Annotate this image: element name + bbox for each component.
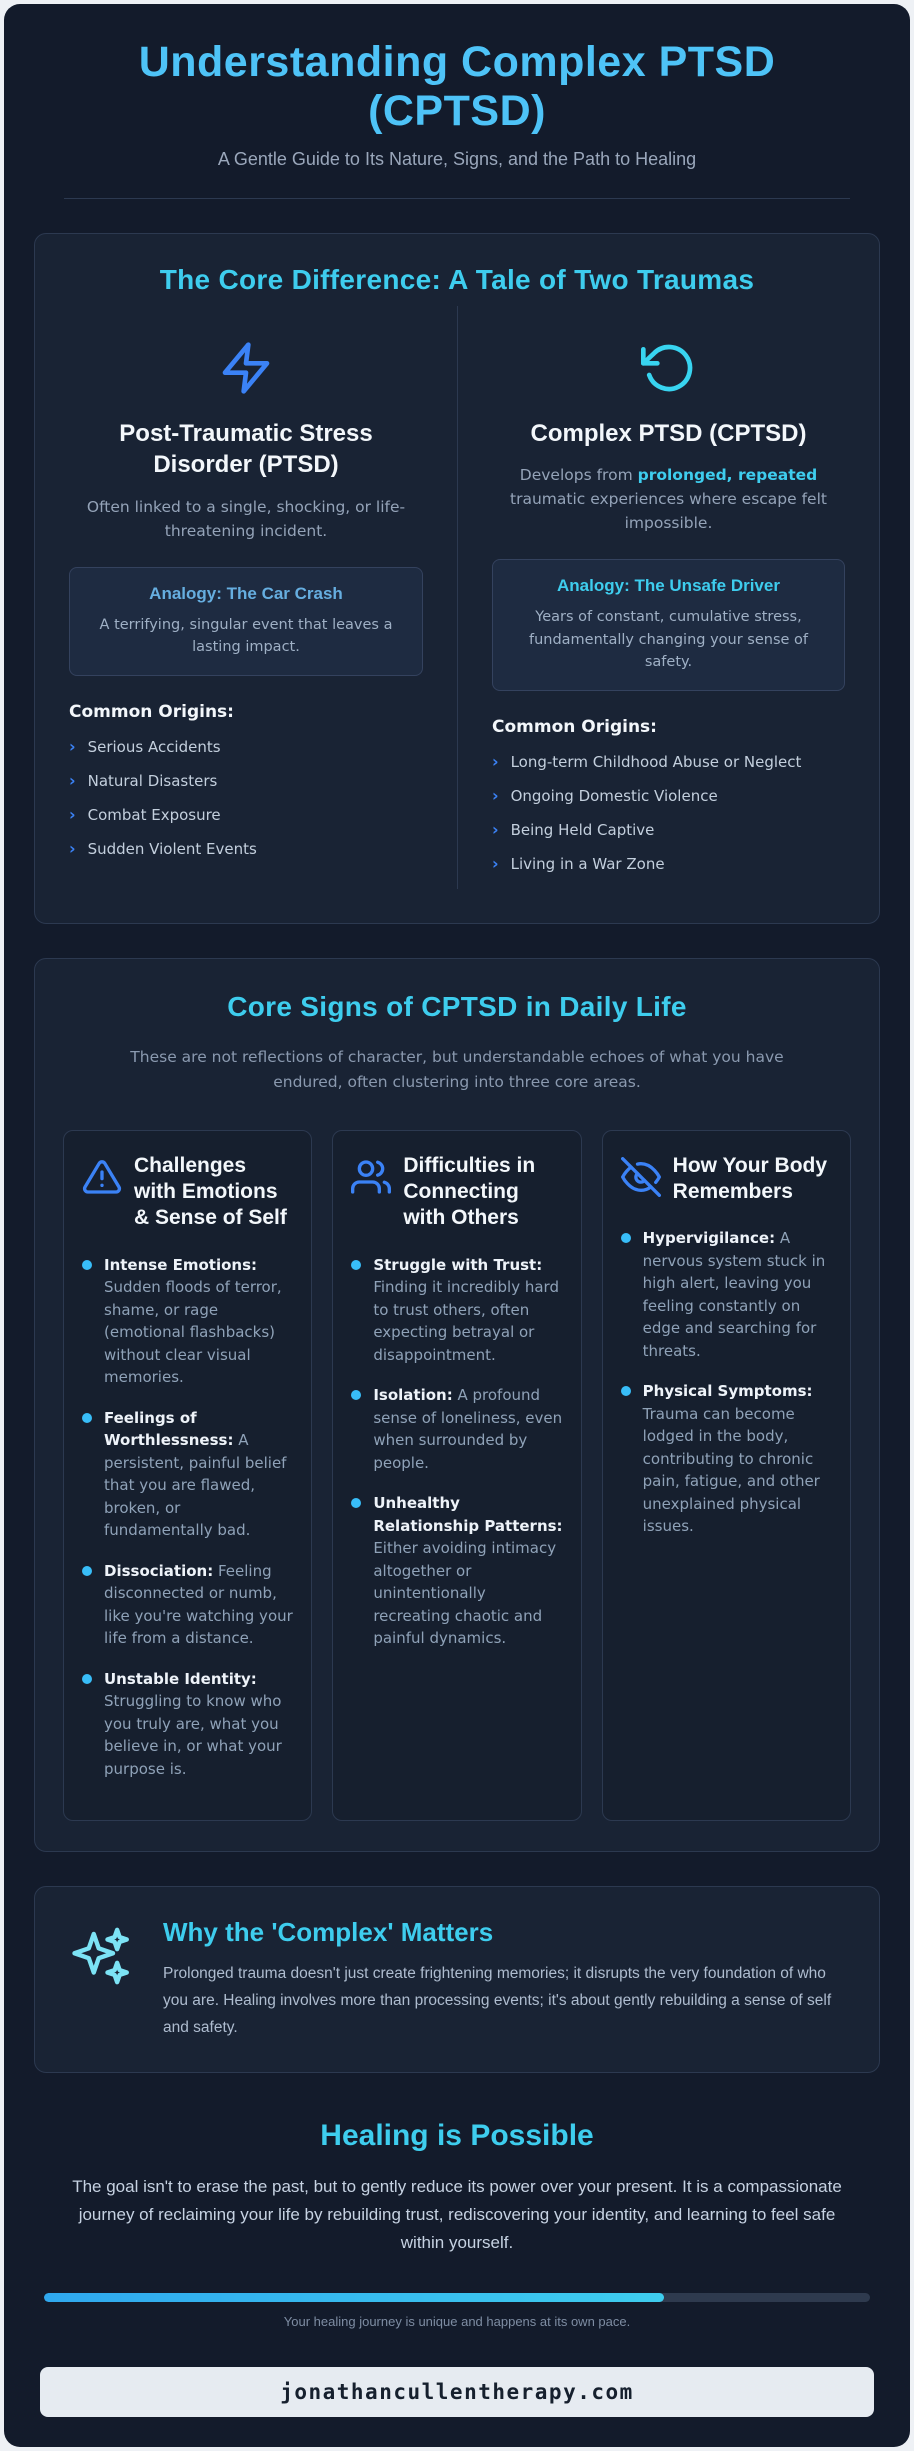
sign-card-emotions [63, 1130, 312, 1821]
ptsd-origins-list [69, 738, 423, 858]
item-label: Feelings of Worthlessness: [104, 1408, 234, 1450]
sign-card-title: Difficulties in Connecting with Others [403, 1153, 536, 1230]
header [4, 38, 910, 170]
item-text: Trauma can become lodged in the body, contributing to chronic pain, fatigue, and other unexplained physical issues. [642, 1404, 820, 1536]
cptsd-analogy-box [492, 559, 845, 690]
footer-url: jonathancullentherapy.com [280, 2379, 634, 2404]
cptsd-origins-list [492, 753, 845, 873]
sign-cards [63, 1130, 851, 1821]
list-item [82, 1668, 293, 1781]
origin-text: Serious Accidents [87, 737, 221, 756]
cptsd-desc-suffix: traumatic experiences where escape felt impossible. [510, 490, 827, 533]
origin-text: Natural Disasters [87, 771, 218, 790]
repeat-arrow-icon [492, 340, 845, 396]
section-core-signs [34, 958, 880, 1852]
chevron-right-icon: › [492, 853, 499, 873]
item-text: A profound sense of loneliness, even when surrounded by people. [373, 1386, 563, 1472]
ptsd-analogy-text: A terrifying, singular event that leaves a lasting impact. [99, 616, 393, 656]
origin-text: Combat Exposure [87, 805, 221, 824]
page-title: Understanding Complex PTSD (CPTSD) [138, 38, 776, 135]
list-item [69, 772, 423, 790]
chevron-right-icon: › [69, 804, 76, 824]
cptsd-desc-highlight: prolonged, repeated [637, 466, 818, 485]
chevron-right-icon: › [492, 751, 499, 771]
sign-card-connecting [332, 1130, 581, 1821]
item-text: A persistent, painful belief that you are flawed, broken, or fundamentally bad. [104, 1431, 287, 1540]
comparison-columns [35, 306, 879, 889]
progress-track [44, 2293, 870, 2302]
bullet-dot-icon [82, 1674, 92, 1684]
people-connection-icon [351, 1157, 391, 1197]
bullet-dot-icon [82, 1260, 92, 1270]
sign-list [82, 1254, 293, 1781]
item-label: Dissociation: [104, 1561, 214, 1580]
sign-list [351, 1254, 562, 1650]
origin-text: Ongoing Domestic Violence [510, 786, 718, 805]
origin-text: Sudden Violent Events [87, 839, 257, 858]
section-core-difference [34, 233, 880, 924]
cptsd-description [492, 463, 845, 535]
item-text: A nervous system stuck in high alert, leaving you feeling constantly on edge and searching for threats. [642, 1229, 826, 1360]
item-label: Unstable Identity: [104, 1669, 257, 1688]
bullet-dot-icon [621, 1386, 631, 1396]
item-label: Intense Emotions: [104, 1255, 258, 1274]
sign-card-title: Challenges with Emotions & Sense of Self [134, 1153, 287, 1230]
chevron-right-icon: › [492, 819, 499, 839]
list-item [492, 821, 845, 839]
section-why-complex [34, 1886, 880, 2072]
list-item [69, 840, 423, 858]
bullet-dot-icon [351, 1498, 361, 1508]
list-item [492, 753, 845, 771]
section-healing [4, 2119, 910, 2329]
ptsd-title: Post-Traumatic Stress Disorder (PTSD) [119, 420, 373, 479]
page-subtitle: A Gentle Guide to Its Nature, Signs, and the Path to Healing [217, 149, 697, 170]
sign-card-body [602, 1130, 851, 1821]
cptsd-analogy-title: Analogy: The Unsafe Driver [557, 576, 780, 596]
origin-text: Long-term Childhood Abuse or Neglect [510, 752, 802, 771]
list-item [621, 1227, 832, 1362]
list-item [69, 806, 423, 824]
eye-off-icon [621, 1157, 661, 1197]
sparkles-icon [69, 1917, 135, 1993]
cptsd-analogy-text: Years of constant, cumulative stress, fundamentally changing your sense of safety. [528, 609, 809, 671]
ptsd-column [35, 306, 457, 889]
ptsd-analogy-title: Analogy: The Car Crash [149, 583, 343, 603]
item-text: Either avoiding intimacy altogether or unintentionally recreating chaotic and painful dynamics. [373, 1539, 557, 1648]
bullet-dot-icon [351, 1390, 361, 1400]
bullet-dot-icon [82, 1413, 92, 1423]
progress-caption: Your healing journey is unique and happens at its own pace. [283, 2313, 631, 2329]
list-item [69, 738, 423, 756]
list-item [621, 1380, 832, 1538]
item-text: Sudden floods of terror, shame, or rage (emotional flashbacks) without clear visual memories. [104, 1278, 282, 1387]
list-item [82, 1560, 293, 1650]
healing-text: The goal isn't to erase the past, but to gently reduce its power over your present. It is a compassionate journey of reclaiming your life by rebuilding trust, rediscovering your identity, and learning to feel safe within yourself. [72, 2176, 842, 2252]
bullet-dot-icon [351, 1260, 361, 1270]
footer-link-bar[interactable] [40, 2367, 874, 2417]
ptsd-description: Often linked to a single, shocking, or life-threatening incident. [86, 497, 406, 540]
cptsd-desc-prefix: Develops from [519, 466, 638, 485]
ptsd-analogy-box [69, 567, 423, 676]
chevron-right-icon: › [492, 785, 499, 805]
sign-card-header [82, 1153, 293, 1232]
ptsd-origins-label: Common Origins: [69, 701, 234, 722]
list-item [492, 855, 845, 873]
core-signs-heading: Core Signs of CPTSD in Daily Life [227, 990, 687, 1022]
lightning-icon [69, 340, 423, 396]
origin-text: Being Held Captive [510, 820, 655, 839]
chevron-right-icon: › [69, 770, 76, 790]
list-item [82, 1254, 293, 1389]
cptsd-column [457, 306, 879, 889]
sign-card-title: How Your Body Remembers [672, 1153, 828, 1204]
item-text: Feeling disconnected or numb, like you're watching your life from a distance. [104, 1561, 293, 1648]
chevron-right-icon: › [69, 736, 76, 756]
infographic-root [4, 4, 910, 2447]
cptsd-title: Complex PTSD (CPTSD) [530, 420, 807, 448]
item-label: Unhealthy Relationship Patterns: [373, 1494, 563, 1535]
why-complex-text: Prolonged trauma doesn't just create frightening memories; it disrupts the very foundation of who you are. Healing involves more than processing events; it's about gently rebuilding a sense of self and safety. [163, 1965, 832, 2037]
list-item [351, 1254, 562, 1367]
list-item [82, 1407, 293, 1542]
core-signs-subtitle: These are not reflections of character, but understandable echoes of what you have endured, often clustering into three core areas. [130, 1047, 784, 1092]
origin-text: Living in a War Zone [510, 854, 665, 873]
sign-card-header [351, 1153, 562, 1232]
header-divider [64, 198, 850, 199]
alert-triangle-icon [82, 1157, 122, 1197]
sign-list [621, 1227, 832, 1538]
bullet-dot-icon [621, 1233, 631, 1243]
cptsd-origins-label: Common Origins: [492, 716, 657, 737]
item-label: Hypervigilance: [642, 1229, 776, 1248]
item-text: Struggling to know who you truly are, what you believe in, or what your purpose is. [104, 1692, 282, 1778]
healing-progress [44, 2293, 870, 2329]
chevron-right-icon: › [69, 838, 76, 858]
item-label: Isolation: [373, 1386, 453, 1405]
why-complex-content [163, 1917, 845, 2041]
sign-card-header [621, 1153, 832, 1206]
progress-fill [44, 2293, 664, 2302]
bullet-dot-icon [82, 1566, 92, 1576]
list-item [351, 1384, 562, 1474]
core-difference-heading: The Core Difference: A Tale of Two Traumas [159, 264, 755, 296]
item-label: Physical Symptoms: [642, 1382, 813, 1401]
list-item [492, 787, 845, 805]
item-label: Struggle with Trust: [373, 1255, 543, 1274]
healing-heading: Healing is Possible [320, 2118, 594, 2152]
why-complex-heading: Why the 'Complex' Matters [163, 1917, 494, 1948]
list-item [351, 1492, 562, 1650]
item-text: Finding it incredibly hard to trust others, often expecting betrayal or disappointment. [373, 1278, 559, 1364]
